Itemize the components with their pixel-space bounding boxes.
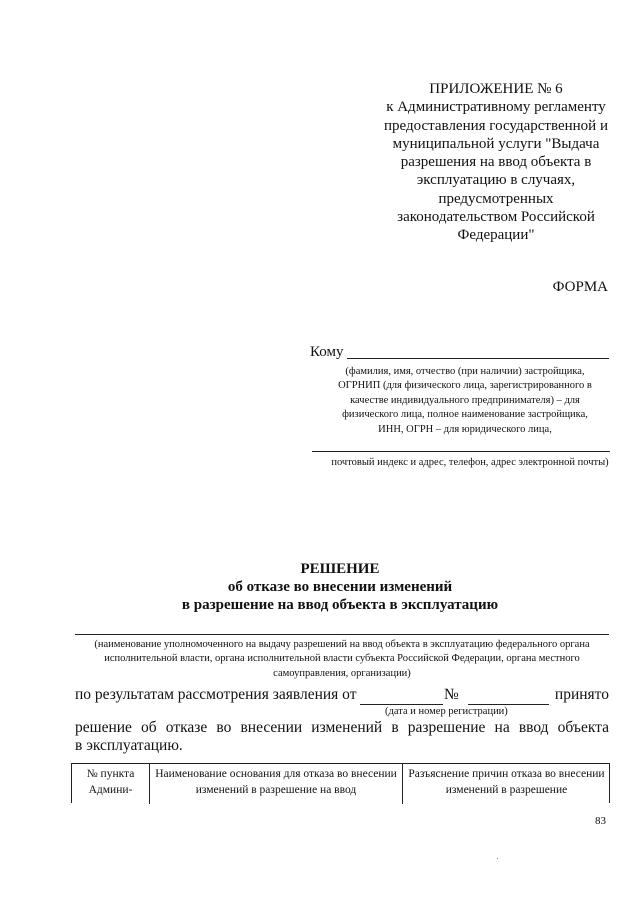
table-header-cell: № пункта Админи-: [86, 768, 135, 796]
title-line: РЕШЕНИЕ: [300, 561, 380, 577]
appendix-line: эксплуатацию в случаях,: [416, 172, 576, 189]
date-fill-line: [360, 704, 443, 705]
appendix-line: законодательством Российской: [397, 209, 595, 226]
appendix-line: предусмотренных: [438, 190, 554, 207]
addressee-note-line: ИНН, ОГРН – для юридического лица,: [378, 423, 552, 435]
organization-fill-line: [75, 634, 609, 635]
addressee-note-line: ОГРНИП (для физического лица, зарегистрированного в: [338, 380, 592, 392]
form-label: ФОРМА: [552, 279, 608, 295]
page-number: 83: [595, 815, 606, 827]
decision-sentence-line2: решение об отказе во внесении изменений в разрешение на ввод объекта: [75, 719, 609, 736]
title-line: об отказе во внесении изменений: [227, 579, 453, 595]
organization-note-line: исполнительной власти, органа исполнительной власти субъекта Российской Федерации, органа местного: [104, 653, 580, 665]
appendix-line: к Административному регламенту: [386, 99, 606, 116]
row1-prefix: по результатам рассмотрения заявления от: [75, 686, 357, 703]
address-fill-line: [312, 451, 610, 452]
scan-speck: [497, 858, 498, 859]
appendix-line: предоставления государственной и: [384, 117, 608, 134]
organization-note-line: самоуправления, организации): [273, 667, 411, 679]
row1-number-sign: №: [444, 686, 459, 703]
organization-note: [72, 638, 612, 681]
addressee-fill-line: [347, 358, 609, 359]
title-line: в разрешение на ввод объекта в эксплуатацию: [181, 597, 499, 613]
appendix-line: ПРИЛОЖЕНИЕ № 6: [429, 81, 563, 97]
row1-suffix: принято: [554, 686, 609, 703]
number-fill-line: [468, 704, 549, 705]
postal-note: почтовый индекс и адрес, телефон, адрес электронной почты): [331, 457, 609, 468]
organization-note-line: (наименование уполномоченного на выдачу разрешений на ввод объекта в эксплуатацию федерального органа: [94, 639, 590, 650]
refusal-table: [71, 763, 610, 803]
appendix-line: муниципальной услуги "Выдача: [392, 135, 600, 152]
addressee-note-line: физического лица, полное наименование застройщика,: [342, 409, 588, 421]
appendix-line: разрешения на ввод объекта в: [400, 154, 592, 171]
table-header-cell: Разъяснение причин отказа во внесении изменений в разрешение: [402, 764, 610, 804]
addressee-note-line: качестве индивидуального предпринимателя) – для: [350, 394, 580, 406]
registration-note: (дата и номер регистрации): [385, 706, 508, 717]
addressee-note-line: (фамилия, имя, отчество (при наличии) застройщика,: [345, 366, 585, 377]
decision-sentence-line3: в эксплуатацию.: [75, 737, 183, 754]
table-header-cell: Наименование основания для отказа во внесении изменений в разрешение на ввод: [149, 764, 402, 804]
addressee-note: [318, 365, 612, 437]
addressee-label: Кому: [310, 344, 344, 360]
appendix-header: [360, 80, 632, 245]
document-title: [60, 560, 620, 614]
appendix-line: Федерации": [457, 227, 535, 244]
